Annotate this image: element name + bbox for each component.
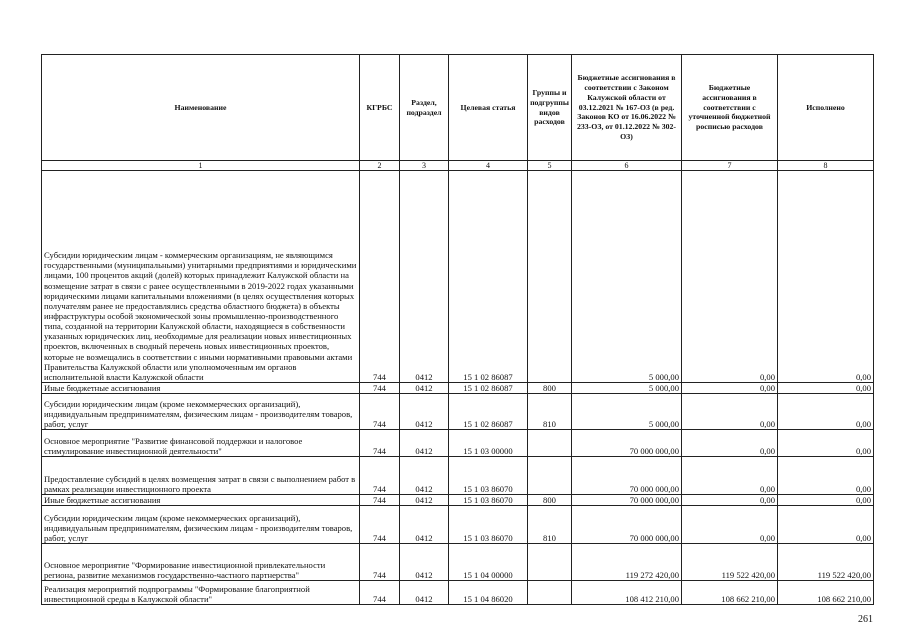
row-section: 0412 (400, 394, 449, 430)
row-kgrbs: 744 (360, 430, 400, 457)
row-section: 0412 (400, 383, 449, 394)
column-number: 4 (449, 161, 528, 171)
row-target: 15 1 03 00000 (449, 430, 528, 457)
table-row (42, 430, 874, 457)
row-refined-amount: 0,00 (682, 506, 778, 544)
row-law-amount: 5 000,00 (572, 394, 682, 430)
row-section: 0412 (400, 430, 449, 457)
row-name: Основное мероприятие "Формирование инвестиционной привлекательности региона, развитие механизмов государственно-частного партнерства" (42, 544, 360, 581)
header-executed: Исполнено (778, 55, 874, 161)
row-executed-amount: 0,00 (778, 394, 874, 430)
table-row (42, 394, 874, 430)
budget-document-page (41, 54, 873, 605)
row-law-amount: 70 000 000,00 (572, 506, 682, 544)
row-group (528, 457, 572, 495)
row-name: Предоставление субсидий в целях возмещения затрат в связи с выполнением работ в рамках реализации инвестиционного проекта (42, 457, 360, 495)
row-section: 0412 (400, 495, 449, 506)
row-refined-amount: 108 662 210,00 (682, 581, 778, 605)
row-law-amount: 5 000,00 (572, 171, 682, 383)
row-group: 800 (528, 383, 572, 394)
row-group (528, 544, 572, 581)
column-number: 6 (572, 161, 682, 171)
row-executed-amount: 0,00 (778, 430, 874, 457)
row-target: 15 1 02 86087 (449, 394, 528, 430)
table-row (42, 506, 874, 544)
header-row (42, 55, 874, 161)
row-refined-amount: 0,00 (682, 430, 778, 457)
row-group (528, 581, 572, 605)
row-group: 800 (528, 495, 572, 506)
row-law-amount: 70 000 000,00 (572, 495, 682, 506)
row-executed-amount: 0,00 (778, 383, 874, 394)
row-refined-amount: 0,00 (682, 383, 778, 394)
row-kgrbs: 744 (360, 171, 400, 383)
table-row (42, 171, 874, 383)
header-section: Раздел, подраздел (400, 55, 449, 161)
column-number: 5 (528, 161, 572, 171)
row-name: Субсидии юридическим лицам - коммерческим организациям, не являющимся государственными (муниципальными) унитарными предприятиями и юридическими лицами, 100 процентов акций (долей) которых принадлежит Калужской области на возмещение затрат в связи с ранее осуществленными в 2019-2022 годах указанными юридическими лицами капитальными вложениями (в целях осуществления которых получателям ранее не предоставлялись средства областного бюджета) в объекты инфраструктуры особой экономической зоны промышленно-производственного типа, созданной на территории Калужской области, находящиеся в собственности указанных юридических лиц, необходимые для реализации новых инвестиционных проектов, включенных в сводный перечень новых инвестиционных проектов, которые не возмещались в соответствии с иными нормативными правовыми актами Правительства Калужской области или уполномоченным им органов исполнительной власти Калужской области (42, 171, 360, 383)
row-executed-amount: 119 522 420,00 (778, 544, 874, 581)
row-law-amount: 70 000 000,00 (572, 430, 682, 457)
column-number: 8 (778, 161, 874, 171)
header-refined-allocation: Бюджетные ассигнования в соответствии с уточненной бюджетной росписью расходов (682, 55, 778, 161)
row-executed-amount: 0,00 (778, 495, 874, 506)
row-name: Субсидии юридическим лицам (кроме некоммерческих организаций), индивидуальным предпринимателям, физическим лицам - производителям товаров, работ, услуг (42, 394, 360, 430)
header-groups: Группы и подгруппы видов расходов (528, 55, 572, 161)
column-number: 2 (360, 161, 400, 171)
row-refined-amount: 119 522 420,00 (682, 544, 778, 581)
row-target: 15 1 02 86087 (449, 383, 528, 394)
row-target: 15 1 04 00000 (449, 544, 528, 581)
header-kgrbs: КГРБС (360, 55, 400, 161)
row-section: 0412 (400, 544, 449, 581)
row-kgrbs: 744 (360, 394, 400, 430)
header-target: Целевая статья (449, 55, 528, 161)
row-section: 0412 (400, 506, 449, 544)
column-number: 1 (42, 161, 360, 171)
column-number: 7 (682, 161, 778, 171)
column-number: 3 (400, 161, 449, 171)
table-row (42, 581, 874, 605)
row-kgrbs: 744 (360, 544, 400, 581)
row-executed-amount: 0,00 (778, 457, 874, 495)
header-law-allocation: Бюджетные ассигнования в соответствии с Законом Калужской области от 03.12.2021 № 167-ОЗ (в ред. Законов КО от 16.06.2022 № 233-ОЗ, от 01.12.2022 № 302-ОЗ) (572, 55, 682, 161)
row-law-amount: 5 000,00 (572, 383, 682, 394)
row-name: Иные бюджетные ассигнования (42, 383, 360, 394)
row-name: Иные бюджетные ассигнования (42, 495, 360, 506)
budget-table (41, 54, 874, 605)
row-name: Основное мероприятие "Развитие финансовой поддержки и налоговое стимулирование инвестиционной деятельности" (42, 430, 360, 457)
row-group (528, 430, 572, 457)
table-row (42, 495, 874, 506)
row-target: 15 1 04 86020 (449, 581, 528, 605)
row-section: 0412 (400, 171, 449, 383)
table-row (42, 544, 874, 581)
row-refined-amount: 0,00 (682, 495, 778, 506)
row-law-amount: 119 272 420,00 (572, 544, 682, 581)
row-executed-amount: 108 662 210,00 (778, 581, 874, 605)
table-body (42, 171, 874, 605)
row-law-amount: 70 000 000,00 (572, 457, 682, 495)
row-group (528, 171, 572, 383)
row-kgrbs: 744 (360, 383, 400, 394)
row-name: Субсидии юридическим лицам (кроме некоммерческих организаций), индивидуальным предпринимателям, физическим лицам - производителям товаров, работ, услуг (42, 506, 360, 544)
row-target: 15 1 03 86070 (449, 506, 528, 544)
row-name: Реализация мероприятий подпрограммы "Формирование благоприятной инвестиционной среды в Калужской области" (42, 581, 360, 605)
header-name: Наименование (42, 55, 360, 161)
row-kgrbs: 744 (360, 495, 400, 506)
row-kgrbs: 744 (360, 506, 400, 544)
row-kgrbs: 744 (360, 581, 400, 605)
row-law-amount: 108 412 210,00 (572, 581, 682, 605)
row-section: 0412 (400, 457, 449, 495)
row-refined-amount: 0,00 (682, 394, 778, 430)
row-target: 15 1 03 86070 (449, 495, 528, 506)
row-executed-amount: 0,00 (778, 171, 874, 383)
row-group: 810 (528, 506, 572, 544)
row-refined-amount: 0,00 (682, 171, 778, 383)
row-refined-amount: 0,00 (682, 457, 778, 495)
row-section: 0412 (400, 581, 449, 605)
row-group: 810 (528, 394, 572, 430)
column-number-row (42, 161, 874, 171)
table-row (42, 383, 874, 394)
row-executed-amount: 0,00 (778, 506, 874, 544)
page-number: 261 (858, 614, 873, 625)
row-target: 15 1 02 86087 (449, 171, 528, 383)
row-target: 15 1 03 86070 (449, 457, 528, 495)
table-row (42, 457, 874, 495)
row-kgrbs: 744 (360, 457, 400, 495)
